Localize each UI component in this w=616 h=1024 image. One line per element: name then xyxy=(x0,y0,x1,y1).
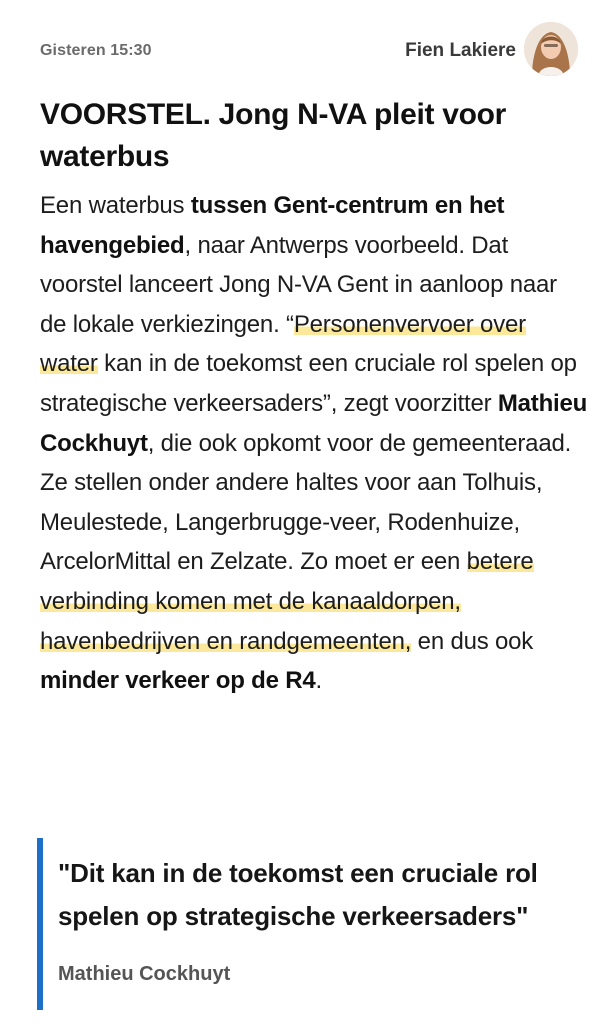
article-body xyxy=(40,186,588,701)
body-text: en dus ook xyxy=(411,627,534,655)
author-photo-icon xyxy=(524,22,578,76)
pull-quote: "Dit kan in de toekomst een cruciale rol spelen op strategische verkeersaders" xyxy=(58,858,538,931)
author-name[interactable]: Fien Lakiere xyxy=(405,40,516,61)
quote-attribution: Mathieu Cockhuyt xyxy=(58,963,231,985)
body-text: kan in de toekomst een cruciale rol spelen op strategische verkeersaders”, zegt voorzitter xyxy=(40,350,577,417)
body-text: , naar Antwerps voorbeeld. Dat voorstel lanceert Jong N-VA Gent in aanloop naar de lokale verkiezingen. “ xyxy=(40,231,557,338)
body-text: Een waterbus xyxy=(40,192,191,219)
body-bold-text: Mathieu Cockhuyt xyxy=(40,389,588,457)
body-bold-text: tussen Gent-centrum en het havengebied xyxy=(40,192,505,259)
article-headline: VOORSTEL. Jong N-VA pleit voor waterbus xyxy=(40,98,507,173)
quote-accent-bar xyxy=(37,838,43,1010)
body-text: . xyxy=(315,667,322,695)
publish-time: Gisteren 15:30 xyxy=(40,42,152,59)
highlighted-text: Personenvervoer over water xyxy=(40,310,526,378)
body-bold-text: minder verkeer op de R4 xyxy=(40,667,316,695)
author-avatar[interactable] xyxy=(524,22,578,76)
body-text: , die ook opkomt voor de gemeenteraad. Ze stellen onder andere haltes voor aan Tolhuis, Meulestede, Langerbrugge-veer, Rodenhuize, ArcelorMittal en Zelzate. Zo moet er een xyxy=(40,429,572,576)
highlighted-text: betere verbinding komen met de kanaaldorpen, havenbedrijven en randgemeenten, xyxy=(40,548,534,655)
article-meta xyxy=(40,22,578,80)
